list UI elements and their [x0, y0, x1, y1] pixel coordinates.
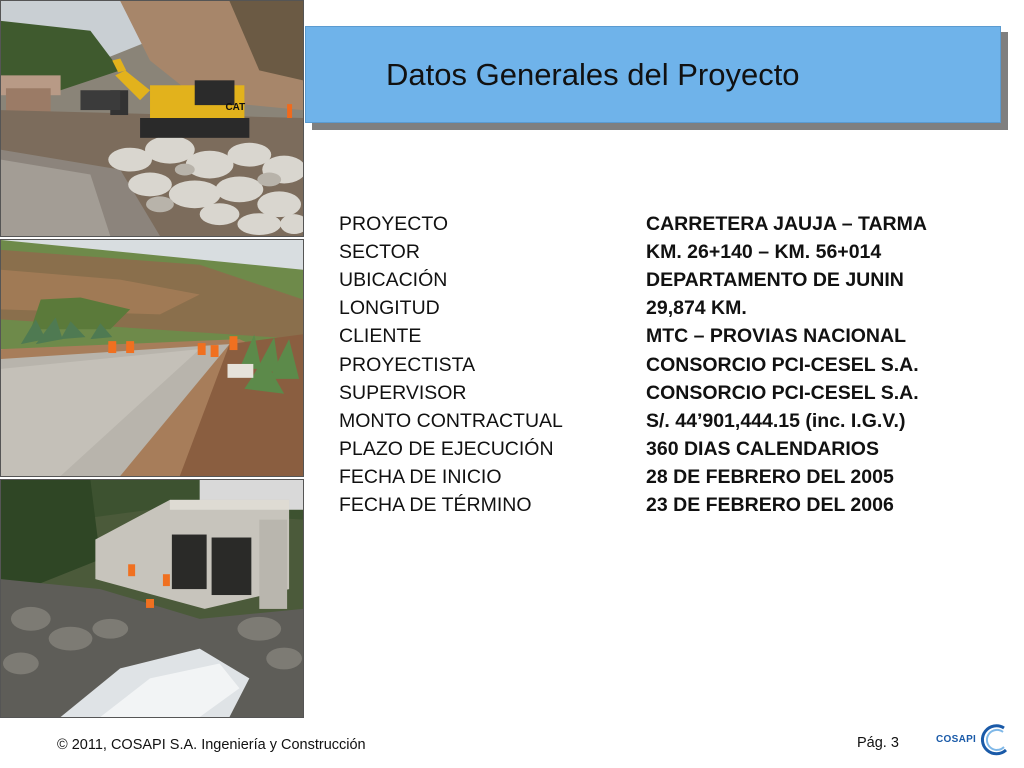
row-label: MONTO CONTRACTUAL	[339, 409, 563, 432]
row-label: SUPERVISOR	[339, 381, 467, 404]
row-value: DEPARTAMENTO DE JUNIN	[646, 268, 904, 291]
row-label: FECHA DE INICIO	[339, 466, 502, 489]
photo-excavator	[0, 0, 304, 237]
page-number: Pág. 3	[857, 735, 899, 751]
row-value: MTC – PROVIAS NACIONAL	[646, 325, 907, 348]
row-label: FECHA DE TÉRMINO	[339, 494, 532, 517]
row-label: SECTOR	[339, 240, 420, 263]
svg-text:CAT: CAT	[225, 102, 246, 114]
footer-copyright: © 2011, COSAPI S.A. Ingeniería y Construcción	[57, 737, 366, 753]
photo-road-workers	[0, 239, 304, 477]
data-row-proyecto	[339, 210, 927, 238]
data-row-supervisor	[339, 379, 927, 407]
row-label: LONGITUD	[339, 297, 440, 320]
row-value: CONSORCIO PCI-CESEL S.A.	[646, 381, 919, 404]
logo-text: COSAPI	[936, 734, 977, 745]
logo-ring-icon	[976, 722, 1012, 758]
row-value: 28 DE FEBRERO DEL 2005	[646, 466, 894, 489]
data-row-ubicacion	[339, 266, 927, 294]
data-row-longitud	[339, 295, 927, 323]
row-label: CLIENTE	[339, 325, 422, 348]
data-row-plazo	[339, 436, 927, 464]
cosapi-logo	[936, 722, 1012, 758]
row-value: KM. 26+140 – KM. 56+014	[646, 240, 882, 263]
row-label: UBICACIÓN	[339, 268, 448, 291]
row-value: 29,874 KM.	[646, 297, 747, 320]
data-row-fecha-termino	[339, 492, 927, 520]
row-value: S/. 44’901,444.15 (inc. I.G.V.)	[646, 409, 906, 432]
row-value: 23 DE FEBRERO DEL 2006	[646, 494, 894, 517]
data-row-proyectista	[339, 351, 927, 379]
page-title: Datos Generales del Proyecto	[386, 57, 800, 92]
title-banner	[305, 26, 1001, 123]
photo-culvert	[0, 479, 304, 718]
project-data-table	[339, 210, 927, 520]
row-label: PLAZO DE EJECUCIÓN	[339, 438, 554, 461]
data-row-sector	[339, 238, 927, 266]
data-row-cliente	[339, 323, 927, 351]
row-label: PROYECTISTA	[339, 353, 476, 376]
data-row-monto	[339, 407, 927, 435]
row-value: CONSORCIO PCI-CESEL S.A.	[646, 353, 919, 376]
row-label: PROYECTO	[339, 212, 449, 235]
row-value: CARRETERA JAUJA – TARMA	[646, 212, 927, 235]
data-row-fecha-inicio	[339, 464, 927, 492]
row-value: 360 DIAS CALENDARIOS	[646, 438, 879, 461]
